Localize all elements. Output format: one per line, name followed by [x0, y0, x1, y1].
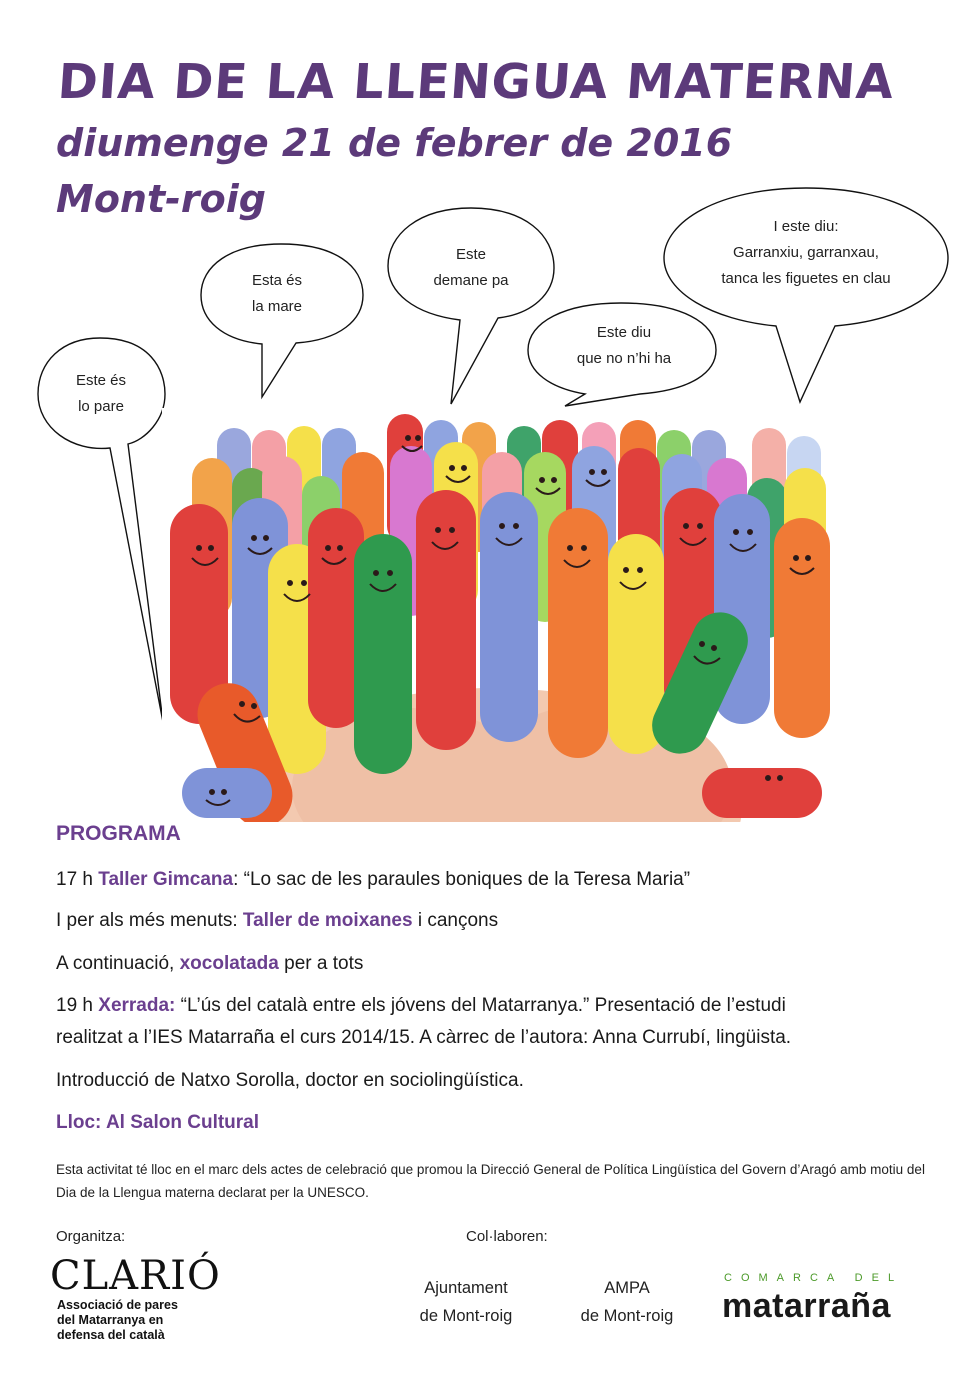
bubble-line: la mare: [251, 298, 303, 315]
partner-line: de Mont-roig: [580, 1307, 674, 1325]
partner-ampa: [562, 1274, 692, 1330]
partner-line: Ajuntament: [424, 1279, 508, 1297]
speech-bubble-3: [388, 208, 554, 404]
event-town: Mont-roig: [56, 177, 266, 221]
clario-subtitle: [57, 1298, 178, 1343]
program-title: PROGRAMA: [56, 822, 181, 845]
bubble-line: Este és: [75, 372, 127, 389]
program-time: 19 h: [56, 995, 99, 1016]
event-location: Lloc: Al Salon Cultural: [56, 1112, 260, 1133]
bubble-line: Garranxiu, garranxau,: [733, 244, 879, 261]
bubble-line: Este: [455, 246, 486, 263]
program-detail: : “Lo sac de les paraules boniques de la Teresa Maria”: [233, 869, 691, 890]
clario-subtitle-line: defensa del català: [57, 1328, 165, 1342]
bubble-text-1: [48, 368, 154, 420]
program-item-gimcana: [56, 864, 690, 896]
matarrana-logo: matarraña: [722, 1287, 891, 1325]
painted-fingers-photo: [162, 408, 836, 822]
bubble-text-5: [690, 214, 922, 292]
bubble-text-4: [540, 320, 708, 372]
program-text: per a tots: [278, 953, 364, 974]
painted-fingers-illustration: [162, 408, 836, 822]
bubble-line: Este diu: [596, 324, 652, 341]
event-date: diumenge 21 de febrer de 2016: [56, 121, 733, 165]
clario-subtitle-line: del Matarranya en: [57, 1313, 164, 1327]
program-item-introduccio: Introducció de Natxo Sorolla, doctor en sociolingüística.: [56, 1070, 524, 1091]
bubble-line: I este diu:: [773, 218, 839, 235]
partner-line: de Mont-roig: [419, 1307, 513, 1325]
bubble-line: que no n’hi ha: [576, 350, 672, 367]
program-item-xocolatada: [56, 948, 363, 980]
program-activity: Xerrada:: [98, 995, 176, 1016]
organiza-label: Organitza:: [56, 1228, 126, 1245]
clario-subtitle-line: Associació de pares: [57, 1298, 178, 1312]
program-activity: xocolatada: [179, 953, 279, 974]
institutional-note: Esta activitat té lloc en el marc dels actes de celebració que promou la Direcció General de Política Lingüística del Govern d’Aragó amb motiu del Dia de la Llengua materna declarat per la UNESCO.: [56, 1162, 925, 1200]
clario-logo: CLARIÓ: [50, 1253, 221, 1299]
program-activity: Taller Gimcana: [98, 869, 234, 890]
bubble-line: tanca les figuetes en clau: [721, 270, 891, 287]
partner-line: AMPA: [604, 1279, 650, 1297]
program-text: I per als més menuts:: [56, 910, 243, 931]
program-item-xerrada-line2: realitzat a l’IES Matarraña el curs 2014/15. A càrrec de l’autora: Anna Currubí, lingüista.: [56, 1027, 792, 1048]
bubble-text-3: [400, 242, 542, 294]
poster-title: DIA DE LA LLENGUA MATERNA: [56, 54, 897, 110]
collaboren-label: Col·laboren:: [466, 1228, 548, 1245]
comarca-label: COMARCA DEL: [724, 1272, 904, 1284]
bubble-line: demane pa: [433, 272, 509, 289]
bubble-line: lo pare: [78, 398, 124, 415]
partner-ajuntament: [398, 1274, 534, 1330]
program-text: i cançons: [412, 910, 499, 931]
speech-bubble-2: [201, 244, 363, 397]
bubble-line: Esta és: [251, 272, 303, 289]
program-text: A continuació,: [56, 953, 180, 974]
program-item-xerrada: [56, 990, 786, 1022]
program-item-moixanes: [56, 905, 498, 937]
bubble-text-2: [212, 268, 342, 320]
program-detail: “L’ús del català entre els jóvens del Matarranya.” Presentació de l’estudi: [175, 995, 786, 1016]
program-time: 17 h: [56, 869, 99, 890]
program-activity: Taller de moixanes: [242, 910, 413, 931]
